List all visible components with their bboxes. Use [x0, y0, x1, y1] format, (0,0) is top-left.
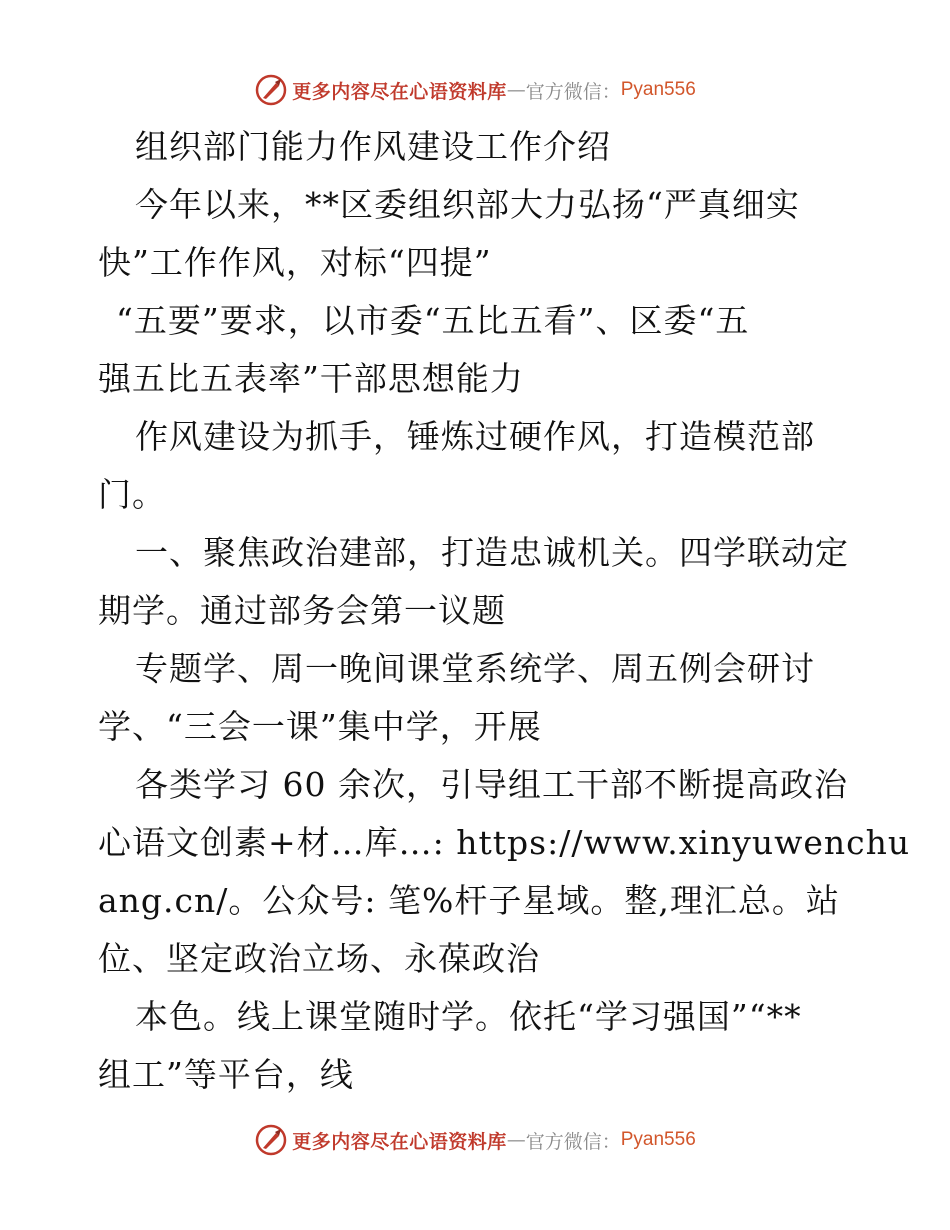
- banner-separator: —: [506, 1129, 526, 1151]
- paragraph-line: 作风建设为抓手，锤炼过硬作风，打造模范部: [135, 417, 815, 456]
- paragraph-line: 学、“三会一课”集中学，开展: [98, 707, 542, 746]
- banner-brand-text: 更多内容尽在心语资料库: [292, 80, 507, 103]
- paragraph-line: 专题学、周一晚间课堂系统学、周五例会研讨: [135, 649, 815, 688]
- banner-separator: —: [506, 79, 526, 101]
- quill-logo-icon: [254, 73, 288, 107]
- paragraph-line: ang.cn/。公众号: 笔%杆子星域。整,理汇总。站: [98, 881, 840, 920]
- footer-banner: [0, 1120, 950, 1160]
- paragraph-line: 本色。线上课堂随时学。依托“学习强国”“**: [135, 997, 802, 1036]
- paragraph-line: 门。: [98, 475, 166, 514]
- paragraph-line: 心语文创素+材…库…: https://www.xinyuwenchu: [98, 823, 911, 862]
- paragraph-line: 今年以来，**区委组织部大力弘扬“严真细实: [135, 185, 800, 224]
- header-banner: [0, 70, 950, 110]
- paragraph-line: 期学。通过部务会第一议题: [98, 591, 506, 630]
- paragraph-line: 组工”等平台，线: [98, 1055, 354, 1094]
- banner-wechat-id: Pyan556: [620, 79, 696, 100]
- quill-logo-icon: [254, 1123, 288, 1157]
- paragraph-line: 位、坚定政治立场、永葆政治: [98, 939, 540, 978]
- paragraph-line: “五要”要求，以市委“五比五看”、区委“五: [116, 301, 750, 340]
- banner-wechat-label: 官方微信：: [525, 1130, 621, 1153]
- document-body: [98, 118, 911, 1104]
- paragraph-line: 各类学习 60 余次，引导组工干部不断提高政治: [135, 765, 848, 804]
- paragraph-line: 强五比五表率”干部思想能力: [98, 359, 524, 398]
- paragraph-line: 一、聚焦政治建部，打造忠诚机关。四学联动定: [135, 533, 849, 572]
- banner-brand-text: 更多内容尽在心语资料库: [292, 1130, 507, 1153]
- document-title: 组织部门能力作风建设工作介绍: [135, 127, 611, 166]
- banner-wechat-id: Pyan556: [620, 1129, 696, 1150]
- paragraph-line: 快”工作作风，对标“四提”: [98, 243, 492, 282]
- banner-wechat-label: 官方微信：: [525, 80, 621, 103]
